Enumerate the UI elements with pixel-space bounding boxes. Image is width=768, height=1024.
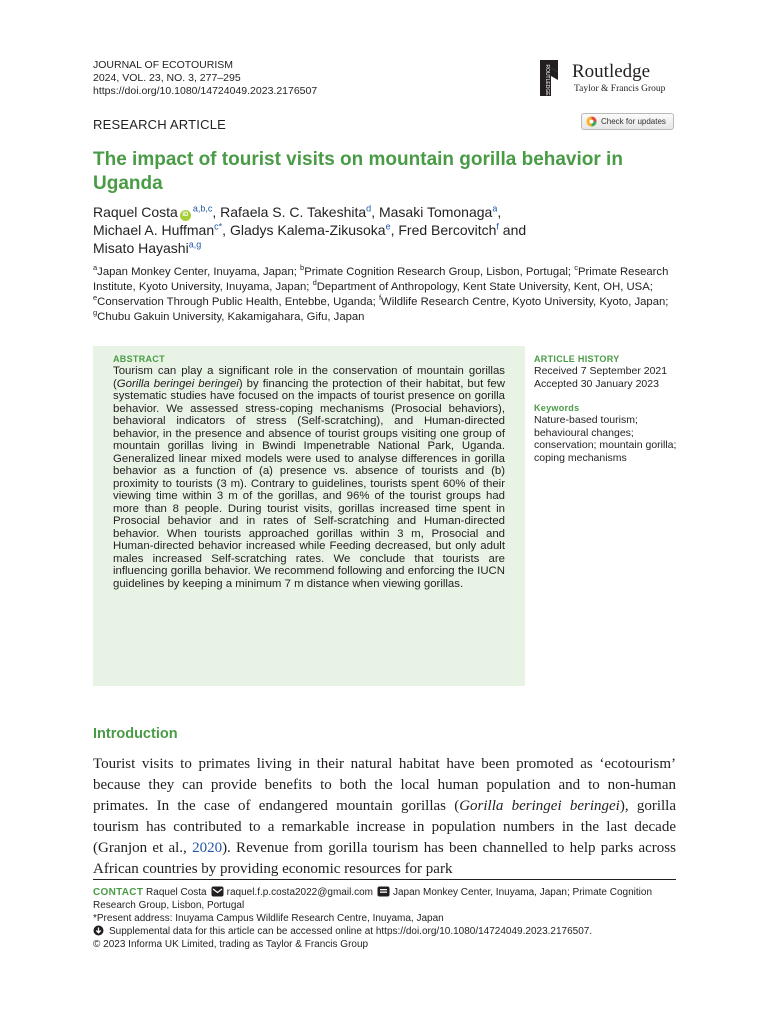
affiliation-marker: g xyxy=(93,308,98,318)
affiliation-text: Wildlife Research Centre, Kyoto University, Kyoto, Japan; xyxy=(381,296,669,308)
contact-line xyxy=(93,886,683,912)
author-affiliation-marker[interactable]: a xyxy=(492,203,498,214)
author-affiliation-marker[interactable]: a,g xyxy=(188,239,202,250)
intro-text-part1: Tourist visits to primates living in their natural habitat have been promoted as ‘ecotourism’ because they can provide benefits to both the local human population and to non-human primates. In the case of endangered mountain gorillas ( xyxy=(93,756,676,814)
contact-email-link[interactable]: raquel.f.p.costa2022@gmail.com xyxy=(226,887,373,898)
affiliation-marker: e xyxy=(93,293,98,303)
citation-link[interactable]: 2020 xyxy=(192,840,223,856)
contact-name: Raquel Costa xyxy=(146,887,207,898)
author-name[interactable]: Raquel Costa xyxy=(93,204,178,220)
introduction-heading: Introduction xyxy=(93,726,178,742)
abstract-text-part2: ) by financing the protection of their habitat, but few systematic studies have focused on the impacts of tourist presence on gorilla behavior. We assessed stress-coping mechanisms (Prosocial behaviors), behavioral indicators of stress (Self-scratching), and Human-directed behavior, in the presence and absence of tourist groups visiting one group of mountain gorillas living in Bwindi Impenetrable National Park, Uganda. Generalized linear mixed models were used to analyse differences in gorilla behavior as a function of (a) presence vs. absence of tourists and (b) proximity to tourists (3 m). Contrary to guidelines, tourists spent 60% of their viewing time within 3 m of the gorillas, and 96% of the tourist groups had more than 8 people. During tourist visits, gorillas increased time spent in Prosocial behavior and in rates of Self-scratching and Human-directed behavior. When tourists approached gorillas within 3 m, Prosocial and Human-directed behavior increased while Feeding decreased, but only adult males increased Self-scratching rates. We conclude that tourists are influencing gorilla behavior. We recommend following and enforcing the IUCN guidelines by keeping a minimum 7 m distance when viewing gorillas. xyxy=(113,377,505,590)
author-name[interactable]: Gladys Kalema-Zikusoka xyxy=(229,222,386,238)
journal-doi-link[interactable]: https://doi.org/10.1080/14724049.2023.2176507 xyxy=(93,85,318,97)
affiliation-text: Primate Research Institute, Kyoto University, Inuyama, Japan; xyxy=(93,266,669,293)
abstract-heading: ABSTRACT xyxy=(113,354,165,364)
affiliation-marker: c xyxy=(574,263,578,273)
abstract-box xyxy=(93,346,525,686)
author-name[interactable]: Michael A. Huffman xyxy=(93,222,215,238)
address-icon xyxy=(377,886,390,897)
affiliation-text: Japan Monkey Center, Inuyama, Japan; xyxy=(97,266,301,278)
email-icon xyxy=(211,886,224,897)
journal-name: JOURNAL OF ECOTOURISM xyxy=(93,59,234,71)
author-separator: , xyxy=(390,222,399,238)
author-affiliation-marker[interactable]: f xyxy=(496,221,499,232)
footer-notes xyxy=(93,886,683,951)
author-affiliation-marker[interactable]: e xyxy=(385,221,391,232)
author-list xyxy=(93,203,693,257)
author-affiliation-marker[interactable]: c* xyxy=(214,221,223,232)
author-separator: , xyxy=(497,204,502,220)
routledge-mark-icon xyxy=(538,58,564,98)
affiliation-text: Primate Cognition Research Group, Lisbon, Portugal; xyxy=(304,266,575,278)
author-affiliation-marker[interactable]: a,b,c xyxy=(192,203,213,214)
intro-species-name: Gorilla beringei beringei xyxy=(459,798,620,814)
publisher-name: Routledge xyxy=(572,61,651,82)
affiliation-marker: b xyxy=(300,263,305,273)
author-name[interactable]: Misato Hayashi xyxy=(93,240,189,256)
article-history-heading: ARTICLE HISTORY xyxy=(534,354,620,364)
article-type: RESEARCH ARTICLE xyxy=(93,117,226,132)
abstract-species-name: Gorilla beringei beringei xyxy=(116,377,239,390)
accepted-date: Accepted 30 January 2023 xyxy=(534,377,659,390)
contact-label: CONTACT xyxy=(93,887,144,898)
article-sidebar xyxy=(534,354,694,464)
article-title: The impact of tourist visits on mountain gorilla behavior in Uganda xyxy=(93,149,623,194)
check-for-updates-label: Check for updates xyxy=(601,117,666,126)
author-name[interactable]: Fred Bercovitch xyxy=(398,222,497,238)
affiliation-marker: a xyxy=(93,263,98,273)
supplemental-data-icon xyxy=(93,925,106,936)
author-separator: , xyxy=(371,204,379,220)
journal-info xyxy=(93,59,317,98)
supplemental-text[interactable]: Supplemental data for this article can be accessed online at https://doi.org/10.1080/14724049.2023.2176507. xyxy=(109,926,593,937)
affiliations xyxy=(93,265,683,325)
author-separator: , xyxy=(212,204,221,220)
introduction-paragraph xyxy=(93,754,676,877)
present-address: *Present address: Inuyama Campus Wildlife Research Centre, Inuyama, Japan xyxy=(93,913,444,924)
supplemental-line xyxy=(93,925,683,938)
crossmark-icon xyxy=(586,116,597,127)
affiliation-marker: f xyxy=(378,293,382,303)
contact-address: Japan Monkey Center, Inuyama, Japan; Primate Cognition Research Group, Lisbon, Portugal xyxy=(93,887,653,911)
abstract-text xyxy=(113,365,505,590)
abstract-text-part1: Tourism can play a significant role in the conservation of mountain gorillas ( xyxy=(113,365,505,390)
publisher-subtitle: Taylor & Francis Group xyxy=(574,84,666,94)
check-for-updates-button[interactable] xyxy=(581,113,674,130)
affiliation-marker: d xyxy=(312,278,317,288)
received-date: Received 7 September 2021 xyxy=(534,365,668,377)
author-affiliation-marker[interactable]: d xyxy=(366,203,372,214)
footnote-divider xyxy=(93,879,676,880)
author-separator: , xyxy=(222,222,230,238)
affiliation-text: Department of Anthropology, Kent State University, Kent, OH, USA; xyxy=(316,281,653,293)
author-name[interactable]: Rafaela S. C. Takeshita xyxy=(220,204,367,220)
author-separator: and xyxy=(498,222,527,238)
publisher-mark-text: ROUTLEDGE xyxy=(544,64,550,96)
affiliation-text: Conservation Through Public Health, Entebbe, Uganda; xyxy=(97,296,379,308)
journal-volume: 2024, VOL. 23, NO. 3, 277–295 xyxy=(93,72,241,84)
affiliation-text: Chubu Gakuin University, Kakamigahara, Gifu, Japan xyxy=(97,311,365,323)
author-name[interactable]: Masaki Tomonaga xyxy=(378,204,493,220)
intro-text-part2: ), gorilla tourism has contributed to a remarkable increase in population numbers in the last decade (Granjon et al., xyxy=(93,798,676,856)
orcid-icon[interactable]: iD xyxy=(180,210,191,221)
copyright: © 2023 Informa UK Limited, trading as Taylor & Francis Group xyxy=(93,939,369,950)
keywords-text: Nature-based tourism; behavioural changes; conservation; mountain gorilla; coping mechanisms xyxy=(534,414,677,464)
publisher-logo[interactable] xyxy=(538,58,678,100)
intro-text-part3: ). Revenue from gorilla tourism has been channelled to help parks across African countries by providing economic resources for park xyxy=(93,840,676,877)
keywords-heading: Keywords xyxy=(534,403,580,413)
